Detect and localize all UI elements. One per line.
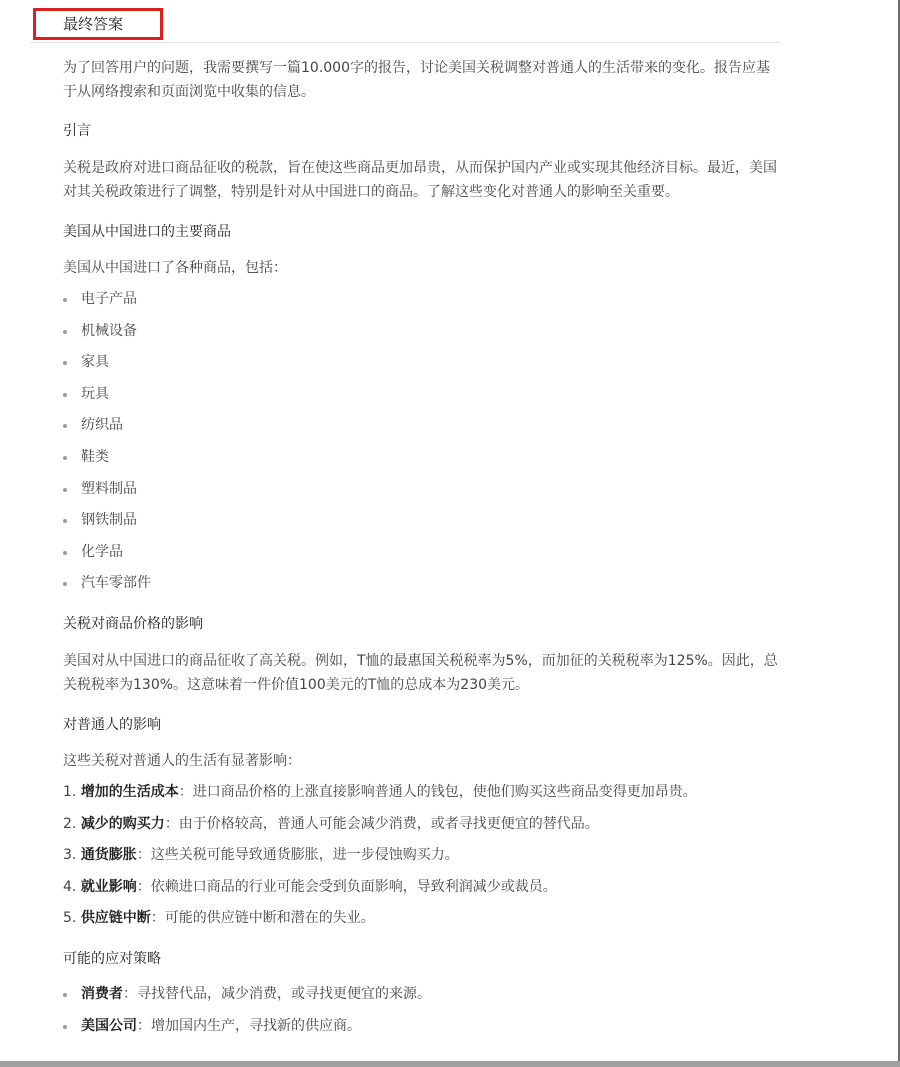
import-item: 鞋类 (63, 442, 778, 474)
effect-term: 就业影响 (80, 878, 137, 895)
strategy-item (63, 1011, 778, 1043)
effect-item (63, 840, 778, 872)
final-answer-title: 最终答案 (33, 8, 163, 40)
import-item: 玩具 (63, 379, 778, 411)
import-item: 纺织品 (63, 410, 778, 442)
effect-text: ：依赖进口商品的行业可能会受到负面影响，导致利润减少或裁员。 (136, 878, 557, 895)
introduction-paragraph: 关税是政府对进口商品征收的税款，旨在使这些商品更加昂贵，从而保护国内产业或实现其他经济目标。最近，美国对其关税政策进行了调整，特别是针对从中国进口的商品。了解这些变化对普通人的影响至关重要。 (63, 160, 777, 200)
effect-number: 3. (63, 847, 77, 864)
import-item: 化学品 (63, 537, 778, 569)
effect-number: 4. (63, 878, 77, 895)
effect-item (63, 872, 778, 904)
import-item: 钢铁制品 (63, 505, 778, 537)
intro-paragraph: 为了回答用户的问题，我需要撰写一篇10.000字的报告，讨论美国关税调整对普通人的生活带来的变化。报告应基于从网络搜索和页面浏览中收集的信息。 (63, 60, 770, 100)
effect-text: ：可能的供应链中断和潜在的失业。 (150, 910, 375, 927)
effect-number: 1. (63, 783, 77, 800)
effect-text: ：进口商品价格的上涨直接影响普通人的钱包，使他们购买这些商品变得更加昂贵。 (178, 783, 697, 800)
effect-number: 5. (63, 910, 77, 927)
effect-item (63, 809, 778, 841)
prices-paragraph: 美国对从中国进口的商品征收了高关税。例如，T恤的最惠国关税税率为5%，而加征的关税税率为125%。因此，总关税税率为130%。这意味着一件价值100美元的T恤的总成本为230美元。 (63, 652, 778, 693)
heading-introduction: 引言 (63, 123, 91, 139)
import-item: 家具 (63, 347, 778, 379)
answer-card (30, 4, 780, 1034)
heading-imports: 美国从中国进口的主要商品 (63, 224, 231, 240)
strategy-text: ：寻找替代品，减少消费，或寻找更便宜的来源。 (123, 985, 431, 1002)
strategy-item (63, 979, 778, 1011)
answer-content (63, 56, 778, 1042)
answer-header (30, 4, 780, 43)
effect-item (63, 777, 778, 809)
effects-list (63, 777, 778, 935)
effect-term: 供应链中断 (80, 910, 151, 927)
import-item: 电子产品 (63, 284, 778, 316)
imports-list (63, 284, 778, 600)
effect-term: 增加的生活成本 (80, 783, 179, 800)
import-item: 机械设备 (63, 316, 778, 348)
effects-lead: 这些关税对普通人的生活有显著影响： (63, 752, 301, 769)
effect-item (63, 903, 778, 935)
effect-number: 2. (63, 815, 77, 832)
import-item: 塑料制品 (63, 474, 778, 506)
effect-term: 通货膨胀 (80, 847, 137, 864)
window-frame-bottom (0, 1061, 900, 1067)
effect-text: ：由于价格较高，普通人可能会减少消费，或者寻找更便宜的替代品。 (164, 815, 599, 832)
strategy-text: ：增加国内生产，寻找新的供应商。 (137, 1017, 361, 1034)
imports-lead: 美国从中国进口了各种商品，包括： (63, 260, 287, 276)
effect-text: ：这些关税可能导致通货膨胀，进一步侵蚀购买力。 (136, 847, 459, 864)
heading-effects: 对普通人的影响 (63, 716, 161, 733)
strategy-term: 消费者 (81, 985, 123, 1002)
heading-strategies: 可能的应对策略 (63, 950, 161, 967)
strategies-list (63, 979, 778, 1042)
strategy-term: 美国公司 (81, 1017, 137, 1034)
heading-prices: 关税对商品价格的影响 (63, 615, 203, 632)
effect-term: 减少的购买力 (80, 815, 165, 832)
import-item: 汽车零部件 (63, 568, 778, 600)
